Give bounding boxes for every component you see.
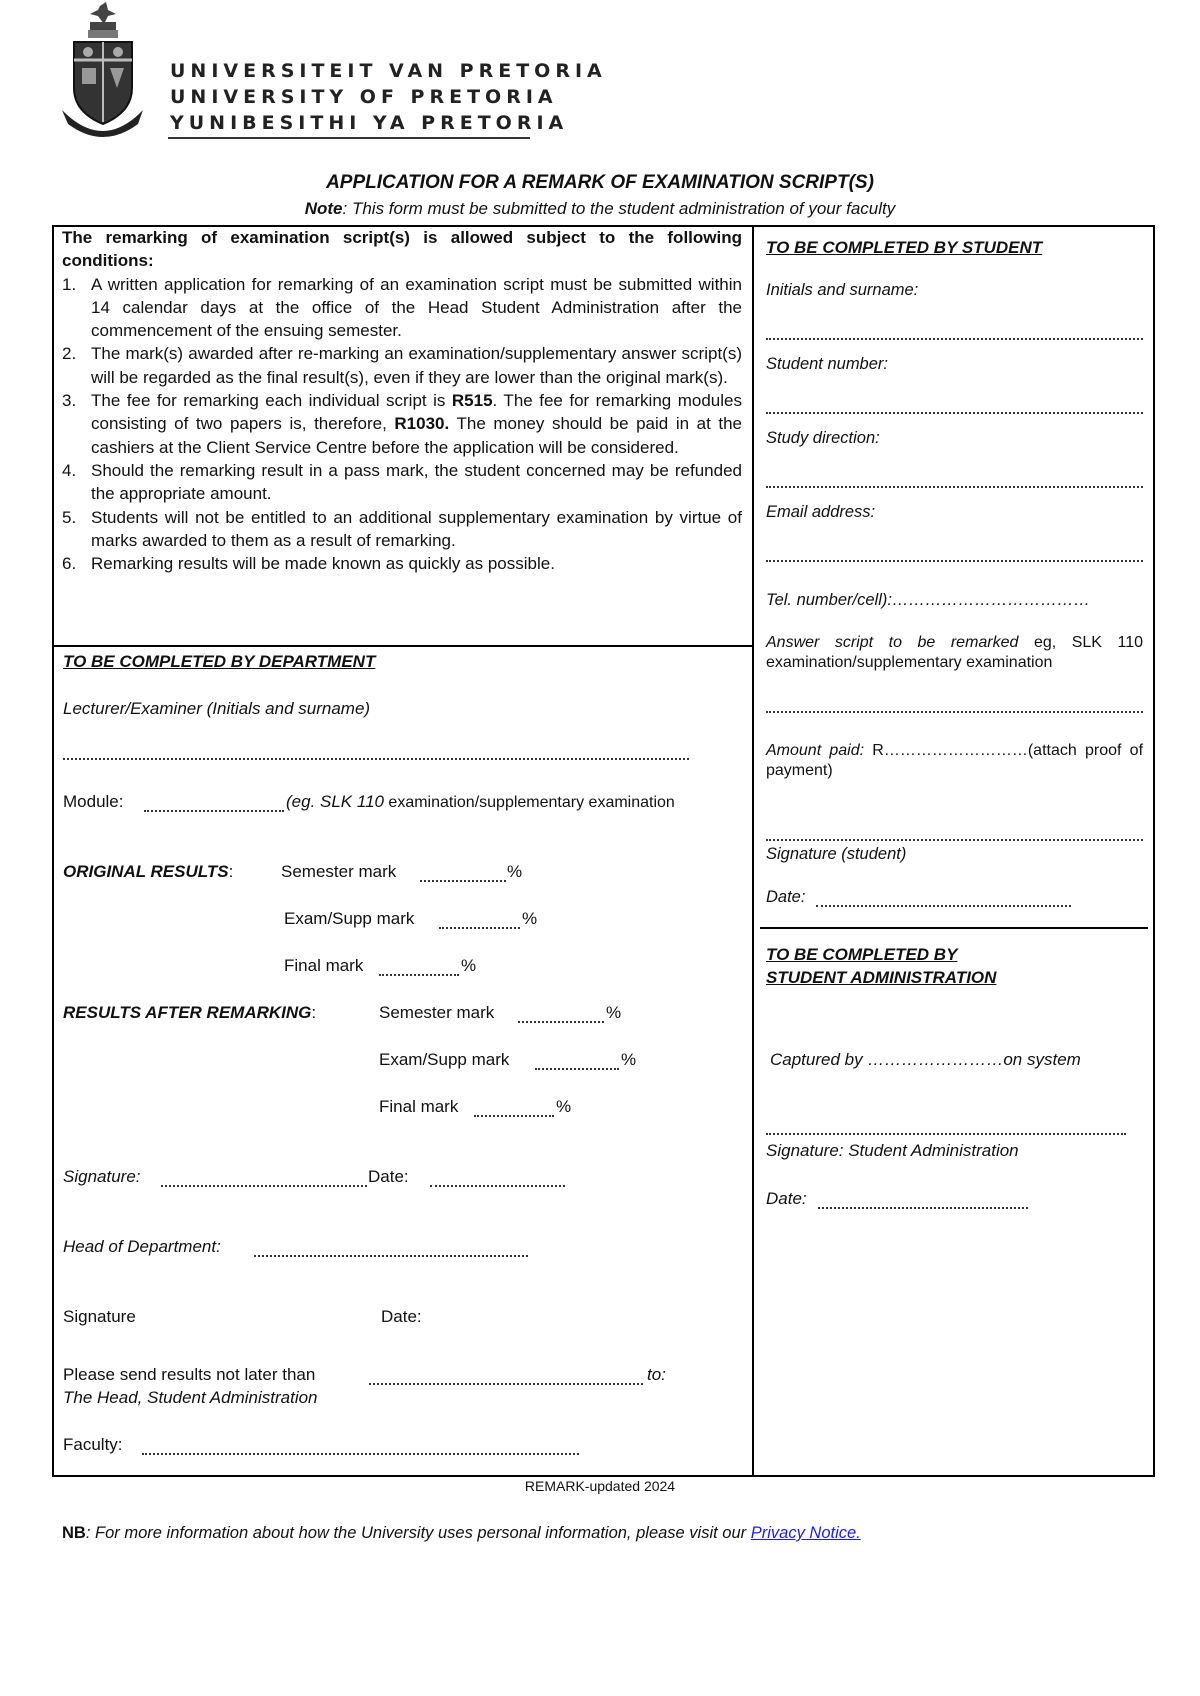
hod-signature-label: Signature — [63, 1307, 136, 1326]
student-signature-label: Signature (student) — [766, 845, 907, 863]
nb-text: : For more information about how the University uses personal information, please visit our — [85, 1524, 751, 1542]
admin-date-label: Date: — [766, 1189, 807, 1208]
amount-paid-currency: R — [864, 742, 884, 759]
condition-number: 3. — [62, 391, 77, 411]
university-name-sepedi: YUNIBESITHI YA PRETORIA — [170, 112, 569, 134]
condition-text: The fee for remarking each individual script is — [91, 391, 452, 411]
lecturer-field[interactable] — [63, 758, 689, 760]
student-number-label: Student number: — [766, 355, 888, 373]
amount-paid-field[interactable]: ……………………… — [883, 742, 1028, 759]
condition-item — [62, 342, 742, 389]
administration-divider — [760, 927, 1148, 929]
module-field[interactable] — [144, 810, 284, 812]
student-number-field[interactable] — [766, 412, 1143, 414]
note-text: : This form must be submitted to the student administration of your faculty — [342, 199, 896, 218]
on-system-label: on system — [1003, 1050, 1081, 1069]
email-field[interactable] — [766, 560, 1143, 562]
nb-label: NB — [62, 1524, 86, 1542]
initials-surname-field[interactable] — [766, 338, 1143, 340]
condition-text: The money should be paid in at the cashiers at the Client Service Centre before the application will be considered. — [91, 414, 743, 457]
after-results-title: RESULTS AFTER REMARKING — [63, 1003, 312, 1022]
student-signature-field[interactable] — [766, 839, 1143, 841]
original-exam-label: Exam/Supp mark — [284, 909, 415, 928]
form-note — [0, 199, 1200, 219]
original-final-field[interactable] — [379, 974, 459, 976]
percent-sign: % — [556, 1097, 572, 1116]
answer-script-title: Answer script to be remarked — [766, 634, 1019, 651]
department-date-label: Date: — [368, 1167, 409, 1186]
percent-sign: % — [522, 909, 538, 928]
lecturer-label: Lecturer/Examiner (Initials and surname) — [63, 699, 371, 718]
module-example-text: examination/supplementary examination — [383, 794, 675, 811]
privacy-notice-link[interactable]: Privacy Notice. — [750, 1524, 861, 1542]
amount-paid-label: Amount paid: — [766, 742, 865, 759]
amount-paid-attach: (attach proof of payment) — [766, 742, 1144, 779]
condition-text: Students will not be entitled to an additional supplementary examination by virtue of marks awarded to them as a result of remarking. — [91, 507, 742, 550]
percent-sign: % — [621, 1050, 637, 1069]
send-results-label: Please send results not later than — [63, 1365, 316, 1384]
form-title: APPLICATION FOR A REMARK OF EXAMINATION SCRIPT(S) — [326, 172, 874, 193]
admin-date-field[interactable] — [818, 1207, 1028, 1209]
head-of-department-label: Head of Department: — [63, 1237, 221, 1256]
captured-by-field[interactable]: …………………… — [867, 1050, 1004, 1069]
head-of-department-field[interactable] — [254, 1255, 528, 1257]
fee-double: R1030. — [394, 414, 450, 434]
condition-number: 5. — [62, 507, 77, 527]
department-heading: TO BE COMPLETED BY DEPARTMENT — [63, 652, 376, 671]
university-name-afrikaans: UNIVERSITEIT VAN PRETORIA — [170, 60, 607, 82]
note-label: Note — [304, 199, 343, 218]
study-direction-field[interactable] — [766, 486, 1143, 488]
send-results-to: to: — [647, 1365, 666, 1384]
original-exam-field[interactable] — [439, 927, 520, 929]
admin-signature-label: Signature: Student Administration — [766, 1141, 1019, 1160]
percent-sign: % — [606, 1003, 622, 1022]
condition-text: Should the remarking result in a pass mark, the student concerned may be refunded the appropriate amount. — [91, 460, 742, 504]
condition-number: 6. — [62, 554, 77, 574]
after-exam-field[interactable] — [535, 1068, 619, 1070]
after-results-label — [63, 1003, 316, 1023]
amount-paid-line — [766, 741, 1143, 781]
head-student-admin-text: The Head, Student Administration — [63, 1388, 318, 1407]
module-example-code: (eg. SLK 110 — [286, 792, 384, 811]
hod-date-label: Date: — [381, 1307, 422, 1326]
privacy-notice-line — [62, 1524, 861, 1543]
form-version: REMARK-updated 2024 — [524, 1478, 676, 1494]
column-divider — [752, 225, 754, 1477]
department-date-field[interactable] — [430, 1185, 565, 1187]
email-label: Email address: — [766, 503, 876, 521]
send-results-date-field[interactable] — [369, 1383, 643, 1385]
captured-by-label: Captured by — [770, 1050, 868, 1069]
admin-signature-field[interactable] — [766, 1133, 1126, 1135]
after-final-field[interactable] — [474, 1115, 554, 1117]
fee-single: R515 — [451, 391, 493, 411]
condition-number: 4. — [62, 460, 77, 480]
department-divider — [52, 645, 752, 647]
student-date-field[interactable] — [816, 905, 1071, 907]
answer-script-example: eg, SLK 110 examination/supplementary examination — [766, 634, 1144, 671]
condition-item — [62, 389, 742, 459]
original-results-title: ORIGINAL RESULTS — [63, 862, 229, 881]
header-rule — [168, 137, 530, 139]
captured-by-line — [770, 1050, 1081, 1070]
condition-item — [62, 552, 742, 575]
module-line — [63, 792, 123, 812]
after-semester-label: Semester mark — [379, 1003, 495, 1022]
department-signature-field[interactable] — [161, 1185, 367, 1187]
module-label: Module: — [63, 792, 124, 811]
conditions-list — [62, 273, 742, 576]
student-heading: TO BE COMPLETED BY STUDENT — [766, 238, 1043, 257]
after-exam-label: Exam/Supp mark — [379, 1050, 510, 1069]
original-semester-label: Semester mark — [281, 862, 397, 881]
after-semester-field[interactable] — [518, 1021, 604, 1023]
percent-sign: % — [507, 862, 523, 881]
administration-heading-line2: STUDENT ADMINISTRATION — [766, 968, 997, 987]
condition-number: 2. — [62, 344, 77, 364]
module-example — [286, 792, 675, 812]
tel-line[interactable] — [766, 591, 1090, 610]
faculty-label: Faculty: — [63, 1435, 123, 1454]
university-name-english: UNIVERSITY OF PRETORIA — [170, 86, 558, 108]
answer-script-field[interactable] — [766, 711, 1143, 713]
condition-item — [62, 459, 742, 506]
condition-text: . The fee for remarking modules consisting of two papers is, therefore, — [91, 391, 742, 434]
colon: : — [311, 1003, 317, 1022]
original-final-label: Final mark — [284, 956, 364, 975]
percent-sign: % — [461, 956, 477, 975]
original-semester-field[interactable] — [420, 880, 506, 882]
faculty-field[interactable] — [142, 1453, 579, 1455]
condition-text: Remarking results will be made known as quickly as possible. — [91, 554, 555, 574]
study-direction-label: Study direction: — [766, 429, 880, 447]
condition-text: A written application for remarking of an examination script must be submitted within 14 calendar days at the office of the Head Student Administration after the commencement of the ensuing semester. — [91, 274, 742, 341]
initials-surname-label: Initials and surname: — [766, 281, 919, 299]
original-results-label — [63, 862, 233, 882]
tel-field[interactable]: ……………………………… — [891, 591, 1090, 609]
university-crest-icon — [60, 2, 145, 142]
colon: : — [228, 862, 234, 881]
conditions-section — [62, 226, 742, 575]
student-date-label: Date: — [766, 888, 806, 906]
condition-text: The mark(s) awarded after re-marking an examination/supplementary answer script(s) will be regarded as the final result(s), even if they are lower than the original mark(s). — [91, 344, 742, 387]
administration-heading-line1: TO BE COMPLETED BY — [766, 945, 958, 964]
after-final-label: Final mark — [379, 1097, 459, 1116]
condition-item — [62, 273, 742, 343]
department-signature-label: Signature: — [63, 1167, 141, 1186]
condition-number: 1. — [62, 274, 77, 294]
conditions-heading: The remarking of examination script(s) is allowed subject to the following conditions: — [62, 228, 742, 271]
condition-item — [62, 506, 742, 553]
answer-script-label — [766, 633, 1143, 673]
tel-label: Tel. number/cell): — [766, 591, 892, 609]
